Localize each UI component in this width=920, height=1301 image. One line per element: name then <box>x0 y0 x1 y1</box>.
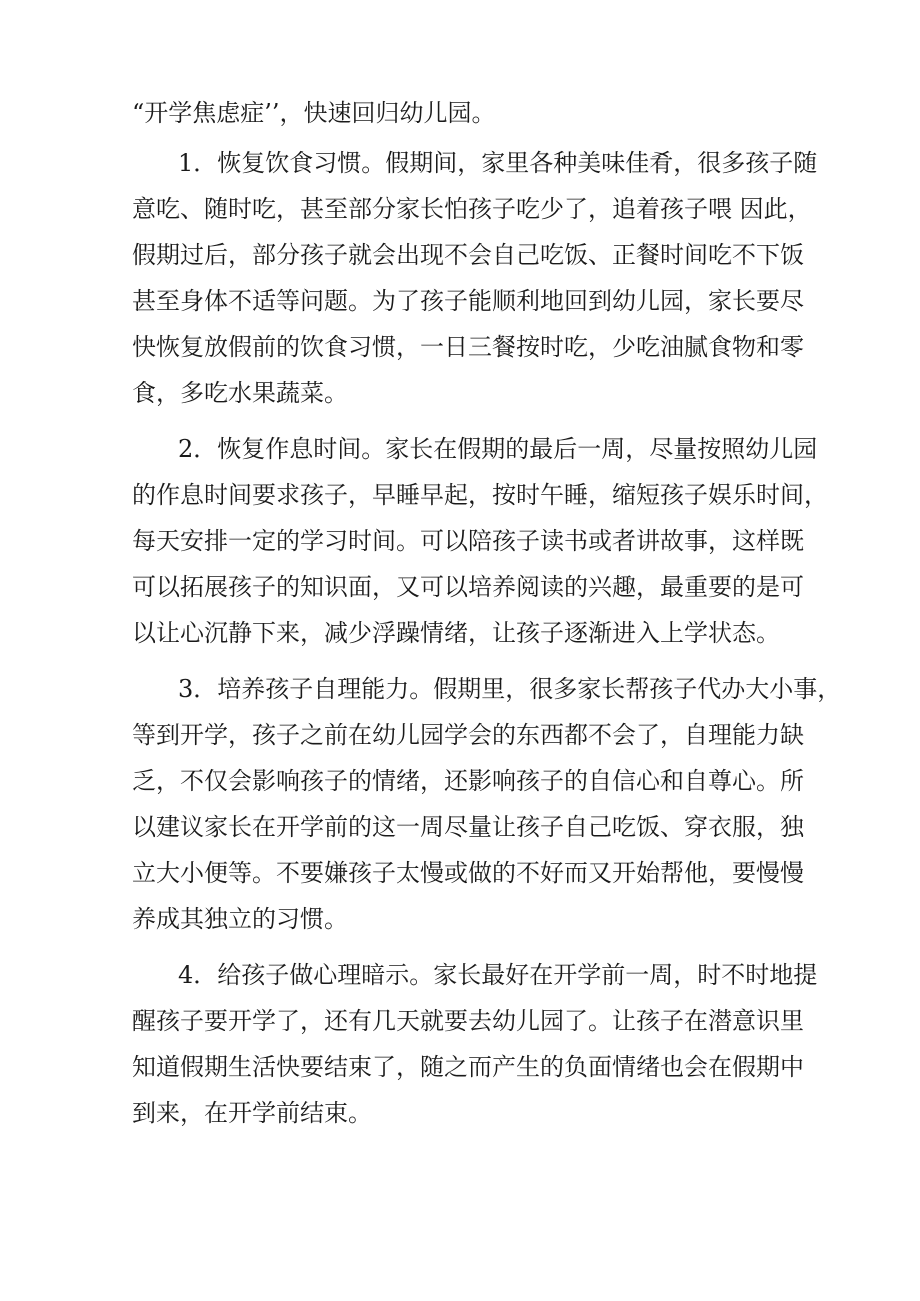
paragraph-1-line-3: 假期过后，部分孩子就会出现不会自己吃饭、正餐时间吃不下饭 <box>132 241 804 269</box>
paragraph-2-line-3: 每天安排一定的学习时间。可以陪孩子读书或者讲故事，这样既 <box>132 527 804 555</box>
paragraph-3-line-1: 3．培养孩子自理能力。假期里，很多家长帮孩子代办大小事， <box>178 675 842 703</box>
paragraph-4-line-3: 知道假期生活快要结束了，随之而产生的负面情绪也会在假期中 <box>132 1053 804 1081</box>
paragraph-1-line-1: 1．恢复饮食习惯。假期间，家里各种美味佳肴，很多孩子随 <box>178 149 818 177</box>
paragraph-2-line-2: 的作息时间要求孩子，早睡早起，按时午睡，缩短孩子娱乐时间， <box>132 481 828 509</box>
paragraph-4-line-4: 到来，在开学前结束。 <box>132 1099 372 1127</box>
paragraph-4-line-2: 醒孩子要开学了，还有几天就要去幼儿园了。让孩子在潜意识里 <box>132 1007 804 1035</box>
paragraph-2-line-5: 以让心沉静下来，减少浮躁情绪，让孩子逐渐进入上学状态。 <box>132 619 780 647</box>
paragraph-3-line-5: 立大小便等。不要嫌孩子太慢或做的不好而又开始帮他，要慢慢 <box>132 859 804 887</box>
paragraph-3-line-6: 养成其独立的习惯。 <box>132 905 348 933</box>
paragraph-1-line-2: 意吃、随时吃，甚至部分家长怕孩子吃少了，追着孩子喂 因此， <box>132 195 812 223</box>
intro-line: “开学焦虑症’’，快速回归幼儿园。 <box>132 99 496 127</box>
paragraph-1-line-5: 快恢复放假前的饮食习惯，一日三餐按时吃，少吃油腻食物和零 <box>132 333 804 361</box>
paragraph-3-line-3: 乏，不仅会影响孩子的情绪，还影响孩子的自信心和自尊心。所 <box>132 767 804 795</box>
paragraph-3-line-2: 等到开学，孩子之前在幼儿园学会的东西都不会了，自理能力缺 <box>132 721 804 749</box>
paragraph-2-line-1: 2．恢复作息时间。家长在假期的最后一周，尽量按照幼儿园 <box>178 435 818 463</box>
paragraph-1-line-6: 食，多吃水果蔬菜。 <box>132 379 348 407</box>
paragraph-4-line-1: 4．给孩子做心理暗示。家长最好在开学前一周，时不时地提 <box>178 961 818 989</box>
paragraph-2-line-4: 可以拓展孩子的知识面，又可以培养阅读的兴趣，最重要的是可 <box>132 573 804 601</box>
paragraph-1-line-4: 甚至身体不适等问题。为了孩子能顺利地回到幼儿园，家长要尽 <box>132 287 804 315</box>
paragraph-3-line-4: 以建议家长在开学前的这一周尽量让孩子自己吃饭、穿衣服，独 <box>132 813 804 841</box>
